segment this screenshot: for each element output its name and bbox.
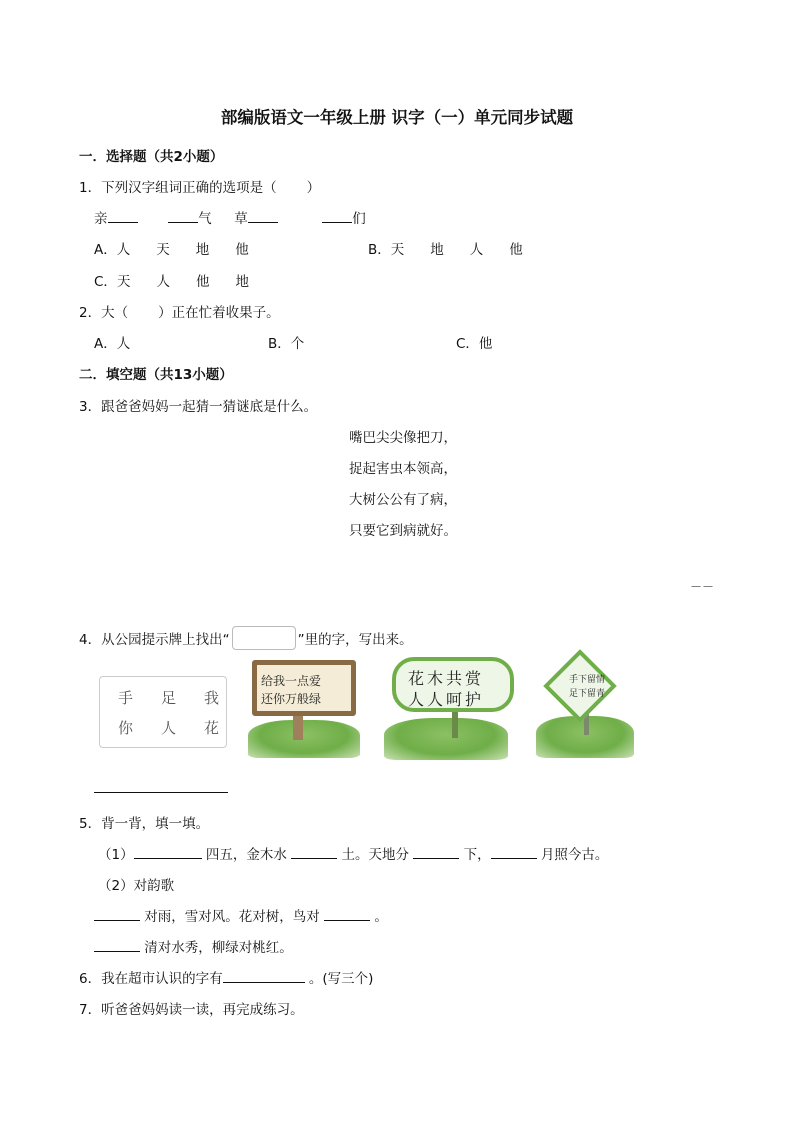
option-label: B． (368, 242, 391, 258)
sign-text: 足下留青 (568, 689, 605, 699)
question-5-line-4 (94, 936, 293, 956)
word-2: 气 (198, 211, 212, 227)
question-2-suffix: ）正在忙着收果子。 (158, 305, 280, 321)
wooden-board (252, 660, 356, 716)
question-7: 7．听爸爸妈妈读一读，再完成练习。 (79, 1002, 304, 1018)
question-1 (79, 176, 320, 196)
blank[interactable] (108, 208, 138, 223)
question-1-prefix: 1．下列汉字组词正确的选项是（ (79, 180, 277, 196)
question-2-prefix: 2．大（ (79, 305, 129, 321)
option-char: 地 (235, 274, 249, 290)
sign-text: 还你万般绿 (261, 692, 322, 706)
answer-line[interactable] (94, 792, 228, 793)
riddle-line: 只要它到病就好。 (349, 523, 457, 539)
question-6 (79, 967, 373, 987)
text-segment: 下， (463, 847, 491, 863)
grass-decoration (248, 720, 360, 758)
question-5-line-1 (98, 843, 608, 863)
box-char: 你 (118, 719, 134, 737)
option-char: 天 (156, 242, 170, 258)
box-char: 人 (161, 719, 177, 737)
word-1: 亲 (94, 211, 108, 227)
question-4 (79, 626, 413, 650)
option-char: 人 (469, 242, 484, 258)
option-char: 天 (390, 242, 405, 258)
blank[interactable] (291, 844, 337, 859)
question-4-suffix: ”里的字，写出来。 (297, 632, 413, 648)
sign-text: 手下留情 (568, 675, 605, 685)
question-5-line-3 (94, 905, 388, 925)
sign-text: 给我一点爱 (261, 674, 322, 688)
sign-text: 花木共赏 (408, 669, 485, 688)
question-5: 5．背一背，填一填。 (79, 816, 210, 832)
question-3: 3．跟爸爸妈妈一起猜一猜谜底是什么。 (79, 399, 318, 415)
blank[interactable] (322, 208, 352, 223)
sign-post (452, 708, 458, 738)
riddle-line: 捉起害虫本领高， (349, 461, 457, 477)
text-segment: 四五，金木水 (205, 847, 287, 863)
box-char: 足 (161, 689, 177, 707)
option-2a[interactable]: A．人 (94, 336, 131, 352)
blank[interactable] (168, 208, 198, 223)
blank[interactable] (223, 968, 305, 983)
riddle-line: 嘴巴尖尖像把刀， (349, 430, 457, 446)
blank[interactable] (134, 844, 202, 859)
question-6-suffix: 。(写三个) (308, 971, 374, 987)
blank[interactable] (248, 208, 278, 223)
blank[interactable] (324, 906, 370, 921)
blank[interactable] (94, 937, 140, 952)
option-char: 地 (430, 242, 444, 258)
option-label: C． (94, 274, 117, 290)
word-3: 草 (234, 211, 248, 227)
option-1a[interactable] (94, 238, 249, 258)
box-char: 手 (118, 689, 134, 707)
section-heading-choice: 一．选择题（共2小题） (79, 149, 224, 165)
blank[interactable] (94, 906, 140, 921)
question-5-line-2: （2）对韵歌 (98, 878, 175, 894)
blank[interactable] (413, 844, 459, 859)
box-icon (232, 626, 296, 650)
question-2 (79, 301, 280, 321)
blank[interactable] (491, 844, 537, 859)
option-char: 人 (156, 274, 170, 290)
text-segment: 。 (374, 909, 388, 925)
option-char: 他 (509, 242, 523, 258)
word-4: 们 (352, 211, 366, 227)
text-segment: 土。天地分 (341, 847, 409, 863)
option-char: 他 (235, 242, 249, 258)
item-number: （1） (98, 847, 134, 863)
cloud-board (392, 657, 514, 712)
question-1-words (94, 207, 366, 227)
page-title: 部编版语文一年级上册 识字（一）单元同步试题 (220, 108, 574, 127)
text-segment: 对雨，雪对风。花对树，鸟对 (144, 909, 320, 925)
question-1-suffix: ） (306, 180, 321, 196)
riddle-line: 大树公公有了病， (349, 492, 457, 508)
box-char: 我 (204, 689, 220, 707)
option-2b[interactable]: B．个 (268, 336, 305, 352)
question-4-prefix: 4．从公园提示牌上找出“ (79, 632, 230, 648)
text-segment: 清对水秀，柳绿对桃红。 (144, 940, 293, 956)
answer-dashes: －－ (690, 580, 715, 594)
option-1c[interactable] (94, 270, 249, 290)
option-2c[interactable]: C．他 (456, 336, 493, 352)
char-box (99, 676, 227, 748)
option-label: A． (94, 242, 117, 258)
option-char: 人 (116, 242, 131, 258)
sign-text: 人人呵护 (408, 690, 485, 709)
option-char: 地 (195, 242, 210, 258)
option-char: 天 (116, 274, 131, 290)
text-segment: 月照今古。 (540, 847, 609, 863)
section-heading-fill: 二．填空题（共13小题） (79, 367, 233, 383)
box-char: 花 (204, 719, 220, 737)
option-1b[interactable] (368, 238, 523, 258)
question-6-prefix: 6．我在超市认识的字有 (79, 971, 223, 987)
option-char: 他 (195, 274, 210, 290)
grass-decoration (384, 718, 508, 760)
